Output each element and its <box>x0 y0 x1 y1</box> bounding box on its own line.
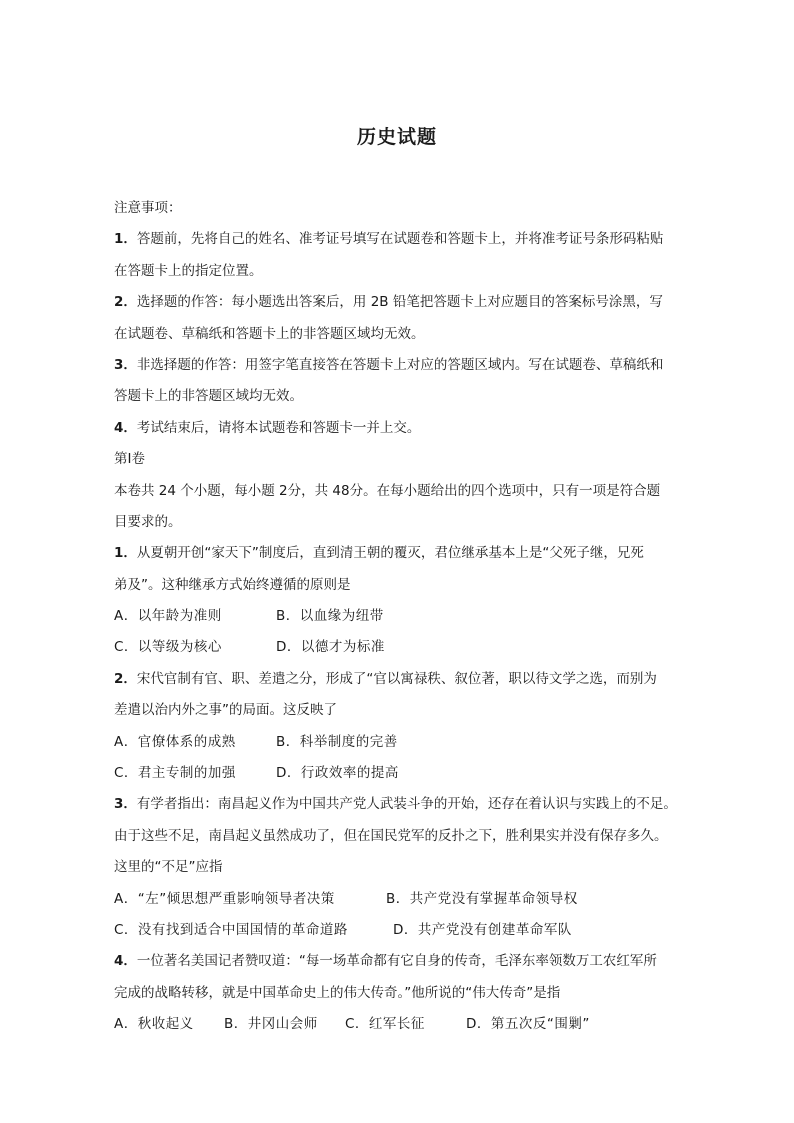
option-a[interactable]: A．官僚体系的成熟 <box>114 733 236 750</box>
section-intro: 本卷共 24 个小题，每小题 2分，共 48分。在每小题给出的四个选项中，只有一项是符合题 <box>114 482 661 499</box>
option-d[interactable]: D．第五次反“围剿” <box>466 1016 590 1033</box>
question-2-options-row <box>114 727 694 758</box>
question-number: 4． <box>114 953 137 970</box>
question-number: 1． <box>114 545 137 562</box>
option-d[interactable]: D．共产党没有创建革命军队 <box>393 921 572 938</box>
question-4-stem-cont: 完成的战略转移，就是中国革命史上的伟大传奇。”他所说的“伟大传奇”是指 <box>114 984 561 1001</box>
option-a[interactable]: A．秋收起义 <box>114 1016 194 1033</box>
option-d[interactable]: D．行政效率的提高 <box>276 765 399 782</box>
notice-item-3-cont: 答题卡上的非答题区域均无效。 <box>114 388 303 405</box>
question-1-options-row <box>114 632 694 663</box>
question-4-options-row <box>114 1009 694 1040</box>
notice-number: 4． <box>114 419 137 436</box>
option-c[interactable]: C．没有找到适合中国国情的革命道路 <box>114 921 348 938</box>
question-text: 从夏朝开创“家天下”制度后，直到清王朝的覆灭，君位继承基本上是“父死子继，兄死 <box>136 545 644 562</box>
notice-item-3 <box>114 350 694 381</box>
question-number: 2． <box>114 670 137 687</box>
question-3-stem-cont: 由于这些不足，南昌起义虽然成功了，但在国民党军的反扑之下，胜利果实并没有保存多久。 <box>114 827 668 844</box>
option-d[interactable]: D．以德才为标准 <box>276 639 385 656</box>
question-3-stem-cont: 这里的“不足”应指 <box>114 859 223 876</box>
question-2-options-row <box>114 758 694 789</box>
option-c[interactable]: C．以等级为核心 <box>114 639 222 656</box>
question-text: 有学者指出：南昌起义作为中国共产党人武装斗争的开始，还存在着认识与实践上的不足。 <box>136 796 677 813</box>
notice-text: 考试结束后，请将本试题卷和答题卡一并上交。 <box>136 419 421 436</box>
option-c[interactable]: C．君主专制的加强 <box>114 765 236 782</box>
question-3-stem <box>114 789 694 820</box>
question-3-options-row <box>114 915 694 946</box>
question-3-options-row <box>114 884 694 915</box>
notice-item-2 <box>114 287 694 318</box>
question-1-options-row <box>114 601 694 632</box>
notice-text: 选择题的作答：每小题选出答案后，用 2B 铅笔把答题卡上对应题目的答案标号涂黑，写 <box>136 294 663 311</box>
question-1-stem <box>114 538 694 569</box>
question-4-stem <box>114 946 694 977</box>
section-intro-cont: 目要求的。 <box>114 513 182 530</box>
option-a[interactable]: A．以年龄为准则 <box>114 608 222 625</box>
question-2-stem-cont: 差遣以治内外之事”的局面。这反映了 <box>114 702 337 719</box>
question-1-stem-cont: 弟及”。这种继承方式始终遵循的原则是 <box>114 576 351 593</box>
exam-content <box>114 193 694 1041</box>
option-c[interactable]: C．红军长征 <box>345 1016 425 1033</box>
notice-text: 答题前，先将自己的姓名、准考证号填写在试题卷和答题卡上，并将准考证号条形码粘贴 <box>136 231 664 248</box>
page-title: 历史试题 <box>356 126 437 148</box>
option-b[interactable]: B．科举制度的完善 <box>276 733 398 750</box>
section-heading: 第Ⅰ卷 <box>114 451 145 468</box>
notice-item-1-cont: 在答题卡上的指定位置。 <box>114 262 263 279</box>
option-b[interactable]: B．以血缘为纽带 <box>276 608 384 625</box>
question-text: 一位著名美国记者赞叹道：“每一场革命都有它自身的传奇，毛泽东率领数万工农红军所 <box>136 953 657 970</box>
notice-number: 2． <box>114 294 137 311</box>
notice-number: 1． <box>114 231 137 248</box>
question-number: 3． <box>114 796 137 813</box>
option-b[interactable]: B．共产党没有掌握革命领导权 <box>386 890 578 907</box>
question-2-stem <box>114 664 694 695</box>
option-b[interactable]: B．井冈山会师 <box>224 1016 318 1033</box>
notice-heading: 注意事项： <box>114 200 182 216</box>
notice-text: 非选择题的作答：用签字笔直接答在答题卡上对应的答题区域内。写在试题卷、草稿纸和 <box>136 356 664 373</box>
notice-item-4 <box>114 413 694 444</box>
notice-number: 3． <box>114 356 137 373</box>
notice-item-1 <box>114 224 694 255</box>
option-a[interactable]: A．“左”倾思想严重影响领导者决策 <box>114 890 335 907</box>
question-text: 宋代官制有官、职、差遣之分，形成了“官以寓禄秩、叙位著，职以待文学之选，而别为 <box>136 670 657 687</box>
notice-item-2-cont: 在试题卷、草稿纸和答题卡上的非答题区域均无效。 <box>114 325 425 342</box>
